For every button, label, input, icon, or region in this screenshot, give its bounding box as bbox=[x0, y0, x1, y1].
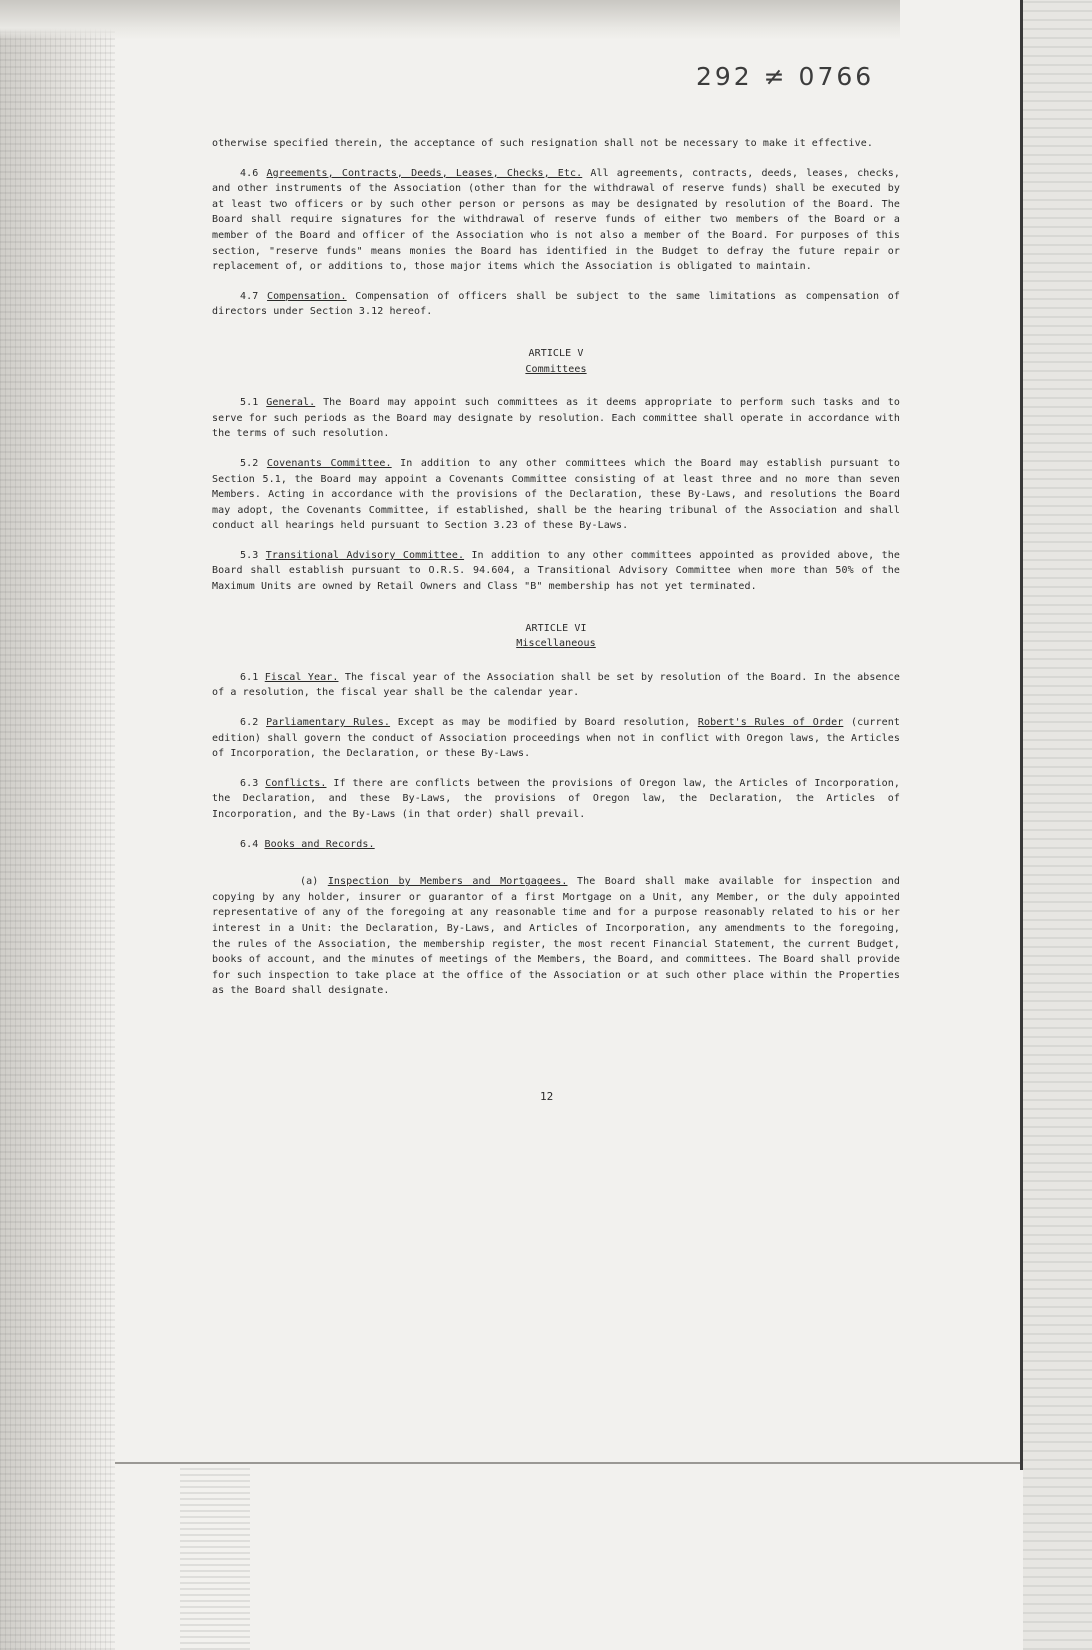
article-subtitle: Committees bbox=[525, 363, 587, 375]
section-4-6 bbox=[212, 166, 900, 275]
section-number: 5.3 bbox=[240, 549, 259, 561]
section-5-2 bbox=[212, 456, 900, 534]
section-heading: Conflicts. bbox=[265, 777, 327, 789]
section-heading: Parliamentary Rules. bbox=[266, 717, 391, 729]
scan-edge-left bbox=[0, 0, 115, 1650]
section-6-2 bbox=[212, 715, 900, 762]
page-bottom-edge bbox=[115, 1462, 1020, 1464]
section-heading: Books and Records. bbox=[264, 838, 375, 850]
subsection-number: (a) bbox=[300, 876, 319, 888]
section-text: The fiscal year of the Association shall be set by resolution of the Board. In the absence of a resolution, the fiscal year shall be the calendar year. bbox=[212, 671, 900, 699]
section-text: (current edition) shall govern the conduct of Association proceedings when not in conflict with Oregon laws, the Articles of Incorporation, the Declaration, or these By-Laws. bbox=[212, 717, 900, 760]
section-text: If there are conflicts between the provisions of Oregon law, the Articles of Incorporation, the Declaration, and these By-Laws, the provisions of Oregon law, the Declaration, the Articles of Incorporation, and the By-Laws (in that order) shall prevail. bbox=[212, 777, 901, 820]
section-number: 6.4 bbox=[240, 838, 259, 850]
section-text: The Board shall make available for inspection and copying by any holder, insurer or guarantor of a first Mortgage on a Unit, any Member, or the duly appointed representative of any of the foregoing at any reasonable time and for a purpose reasonably related to his or her interest in a Unit: the Declaration, By-Laws, and Articles of Incorporation, any amendments to the foregoing, the rules of the Association, the membership register, the most recent Financial Statement, the current Budget, books of account, and the minutes of meetings of the Members, the Board, and committees. The Board shall provide for such inspection to take place at the office of the Association or at such other place within the Properties as the Board shall designate. bbox=[212, 876, 901, 997]
page-number: 12 bbox=[540, 1090, 554, 1103]
section-6-4 bbox=[212, 837, 900, 853]
section-text: In addition to any other committees appointed as provided above, the Board shall establish pursuant to O.R.S. 94.604, a Transitional Advisory Committee when more than 50% of the Maximum Units are owned by Retail Owners and Class "B" membership has not yet terminated. bbox=[212, 549, 900, 593]
section-6-3 bbox=[212, 776, 900, 823]
article-v-heading bbox=[212, 346, 900, 377]
scan-edge-bottom bbox=[180, 1468, 250, 1650]
rules-title: Robert's Rules of Order bbox=[697, 717, 844, 729]
section-number: 6.1 bbox=[240, 671, 259, 683]
section-text: Compensation of officers shall be subject to the same limitations as compensation of directors under Section 3.12 hereof. bbox=[212, 290, 900, 318]
section-text: All agreements, contracts, deeds, leases, checks, and other instruments of the Association (other than for the withdrawal of reserve funds) shall be executed by at least two officers or by such other person or persons as may be designated by resolution of the Board. The Board shall require signatures for the withdrawal of reserve funds of either two members of the Board or a member of the Board and officer of the Association who is not also a member of the Board. For purposes of this section, "reserve funds" means monies the Board has identified in the Budget to defray the future repair or replacement of, or additions to, those major items which the Association is obligated to maintain. bbox=[212, 167, 900, 273]
section-heading: Fiscal Year. bbox=[264, 671, 339, 683]
section-text: The Board may appoint such committees as it deems appropriate to perform such tasks and to serve for such periods as the Board may designate by resolution. Each committee shall operate in accordance with the terms of such resolution. bbox=[212, 397, 900, 440]
section-number: 5.1 bbox=[240, 397, 259, 409]
section-number: 4.6 bbox=[240, 167, 259, 179]
document-number: 292 ≠ 0766 bbox=[696, 62, 875, 91]
section-5-1 bbox=[212, 395, 900, 442]
section-heading: Inspection by Members and Mortgagees. bbox=[327, 876, 568, 888]
section-number: 6.3 bbox=[240, 777, 259, 789]
scan-edge-top bbox=[0, 0, 900, 40]
article-title: ARTICLE VI bbox=[525, 622, 587, 634]
section-4-7 bbox=[212, 289, 900, 320]
section-number: 4.7 bbox=[240, 290, 259, 302]
section-heading: Covenants Committee. bbox=[266, 457, 392, 469]
intro-paragraph bbox=[212, 136, 900, 152]
section-heading: Compensation. bbox=[267, 290, 347, 302]
section-text: In addition to any other committees which the Board may establish pursuant to Section 5.1, the Board may appoint a Covenants Committee consisting of at least three and no more than seven Members. Acting in accordance with the provisions of the Declaration, these By-Laws, and resolutions the Board may adopt, the Covenants Committee, if established, shall be the hearing tribunal of the Association and shall conduct all hearings held pursuant to Section 3.23 of these By-Laws. bbox=[212, 457, 900, 532]
document-body bbox=[212, 136, 900, 1013]
intro-text: otherwise specified therein, the acceptance of such resignation shall not be necessary to make it effective. bbox=[212, 138, 874, 149]
section-heading: Transitional Advisory Committee. bbox=[265, 549, 465, 561]
section-heading: General. bbox=[266, 397, 316, 409]
article-subtitle: Miscellaneous bbox=[516, 638, 596, 650]
section-5-3 bbox=[212, 548, 900, 595]
section-6-1 bbox=[212, 670, 900, 701]
section-number: 6.2 bbox=[240, 717, 259, 729]
section-text: Except as may be modified by Board resolution, bbox=[397, 717, 691, 729]
article-title: ARTICLE V bbox=[528, 347, 584, 359]
section-6-4-a bbox=[212, 874, 900, 999]
section-heading: Agreements, Contracts, Deeds, Leases, Checks, Etc. bbox=[266, 167, 583, 179]
section-number: 5.2 bbox=[240, 457, 259, 469]
article-vi-heading bbox=[212, 621, 900, 652]
scan-edge-right bbox=[1023, 0, 1092, 1650]
